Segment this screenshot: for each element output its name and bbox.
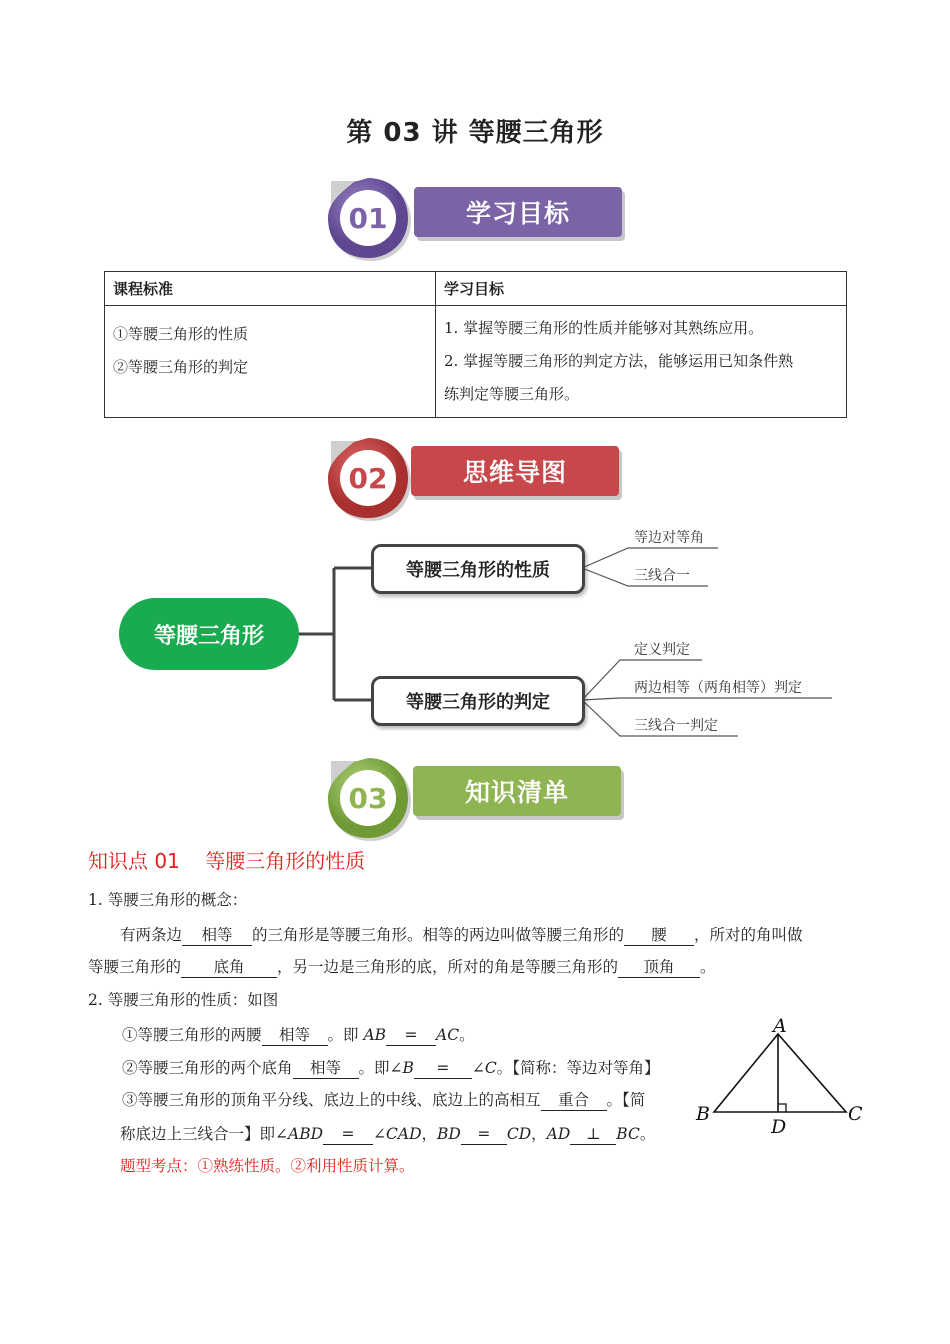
- section-01-label: 学习目标: [465, 199, 570, 228]
- inline-text: 。【简称：等边对等角】: [496, 1059, 660, 1077]
- section-02-number: 02: [348, 462, 388, 495]
- property-line-1: [122, 1025, 475, 1046]
- right-angle-mark: [778, 1104, 786, 1112]
- inline-text: 。即: [327, 1026, 364, 1044]
- property-line-2: [122, 1058, 660, 1079]
- inline-text: ，另一边是三角形的底，所对的角是等腰三角形的: [277, 958, 619, 976]
- vertex-label-a: A: [773, 1015, 787, 1037]
- section-03-banner: [413, 766, 621, 816]
- inline-text: CAD: [386, 1125, 422, 1143]
- concept-title: 1. 等腰三角形的概念：: [88, 891, 248, 909]
- objective-1: 1. 掌握等腰三角形的性质并能够对其熟练应用。: [444, 319, 764, 337]
- page-title: 第 03 讲 等腰三角形: [346, 118, 604, 148]
- triangle-outline: [714, 1034, 846, 1112]
- inline-text: ③等腰三角形的顶角平分线、底边上的中线、底边上的高相互: [122, 1091, 541, 1109]
- mindmap-branch-criteria: [371, 676, 585, 726]
- inline-text: AB: [363, 1026, 387, 1044]
- exam-note: 题型考点：①熟练性质。②利用性质计算。: [120, 1157, 415, 1175]
- objective-2b: 练判定等腰三角形。: [444, 385, 580, 403]
- mindmap-leaf: 三线合一: [634, 568, 690, 584]
- inline-text: 称底边上三线合一】即∠: [120, 1125, 288, 1143]
- inline-text: 等腰三角形的: [88, 958, 182, 976]
- blank-answer: =: [386, 1025, 436, 1046]
- inline-text: ABD: [288, 1125, 324, 1143]
- mindmap-root-label: 等腰三角形: [153, 623, 264, 649]
- blank-answer: 相等: [182, 925, 252, 946]
- inline-text: ①等腰三角形的两腰: [122, 1026, 262, 1044]
- standard-2: ②等腰三角形的判定: [113, 358, 249, 376]
- blank-answer: 底角: [181, 957, 277, 978]
- section-01-number: 01: [348, 202, 388, 235]
- isosceles-triangle-figure: [690, 1012, 870, 1140]
- table-header-objective: 学习目标: [436, 272, 847, 306]
- blank-answer: =: [461, 1124, 507, 1145]
- vertex-label-b: B: [696, 1103, 710, 1125]
- vertex-label-c: C: [848, 1103, 863, 1125]
- mindmap-branch-properties-label: 等腰三角形的性质: [406, 560, 550, 581]
- inline-text: 。: [639, 1125, 656, 1143]
- inline-text: BD: [437, 1125, 461, 1143]
- property-title: 2. 等腰三角形的性质：如图: [88, 991, 279, 1009]
- blank-answer: 腰: [624, 925, 694, 946]
- inline-text: 有两条边: [120, 926, 183, 944]
- inline-text: ，: [531, 1125, 547, 1143]
- section-02-label: 思维导图: [462, 458, 567, 487]
- section-03-badge-icon: [322, 752, 414, 844]
- inline-text: 。【简: [606, 1091, 646, 1109]
- concept-line-2: [88, 957, 888, 978]
- inline-text: B: [402, 1059, 414, 1077]
- inline-text: ②等腰三角形的两个底角: [122, 1059, 293, 1077]
- blank-answer: 相等: [262, 1025, 328, 1046]
- section-03-label: 知识清单: [464, 778, 569, 807]
- inline-text: ，所对的角叫做: [694, 926, 803, 944]
- knowledge-point-heading: 知识点 01 等腰三角形的性质: [88, 849, 366, 873]
- objective-2a: 2. 掌握等腰三角形的判定方法，能够运用已知条件熟: [444, 352, 794, 370]
- property-line-4: [120, 1124, 655, 1145]
- blank-answer: 相等: [293, 1058, 359, 1079]
- inline-text: ∠: [373, 1125, 387, 1143]
- mindmap-leaf: 两边相等（两角相等）判定: [634, 680, 802, 696]
- inline-text: CD: [506, 1125, 532, 1143]
- vertex-label-d: D: [771, 1116, 787, 1138]
- inline-text: C: [484, 1059, 497, 1077]
- inline-text: BC: [616, 1125, 640, 1143]
- concept-line-1: [120, 925, 880, 946]
- inline-text: 的三角形是等腰三角形。相等的两边叫做等腰三角形的: [252, 926, 625, 944]
- section-03-number: 03: [348, 782, 388, 815]
- property-line-3: [122, 1090, 645, 1111]
- mindmap-branch-criteria-label: 等腰三角形的判定: [406, 692, 550, 713]
- standard-1: ①等腰三角形的性质: [113, 325, 249, 343]
- blank-answer: =: [414, 1058, 472, 1079]
- inline-text: ，: [421, 1125, 438, 1143]
- blank-answer: ⊥: [570, 1124, 616, 1145]
- blank-answer: 重合: [541, 1090, 607, 1111]
- mindmap-branch-properties: [371, 544, 585, 594]
- mindmap-leaf: 三线合一判定: [634, 718, 718, 734]
- inline-text: 。即∠: [358, 1059, 403, 1077]
- inline-text: AC: [436, 1026, 460, 1044]
- blank-answer: =: [323, 1124, 373, 1145]
- inline-text: ∠: [471, 1059, 485, 1077]
- inline-text: AD: [546, 1125, 571, 1143]
- blank-answer: 顶角: [618, 957, 700, 978]
- mindmap-leaf: 定义判定: [634, 642, 690, 658]
- mindmap-root: [119, 598, 299, 670]
- inline-text: 。: [700, 958, 716, 976]
- mindmap-leaf: 等边对等角: [634, 530, 704, 546]
- table-header-standard: 课程标准: [105, 272, 436, 306]
- inline-text: 。: [459, 1026, 475, 1044]
